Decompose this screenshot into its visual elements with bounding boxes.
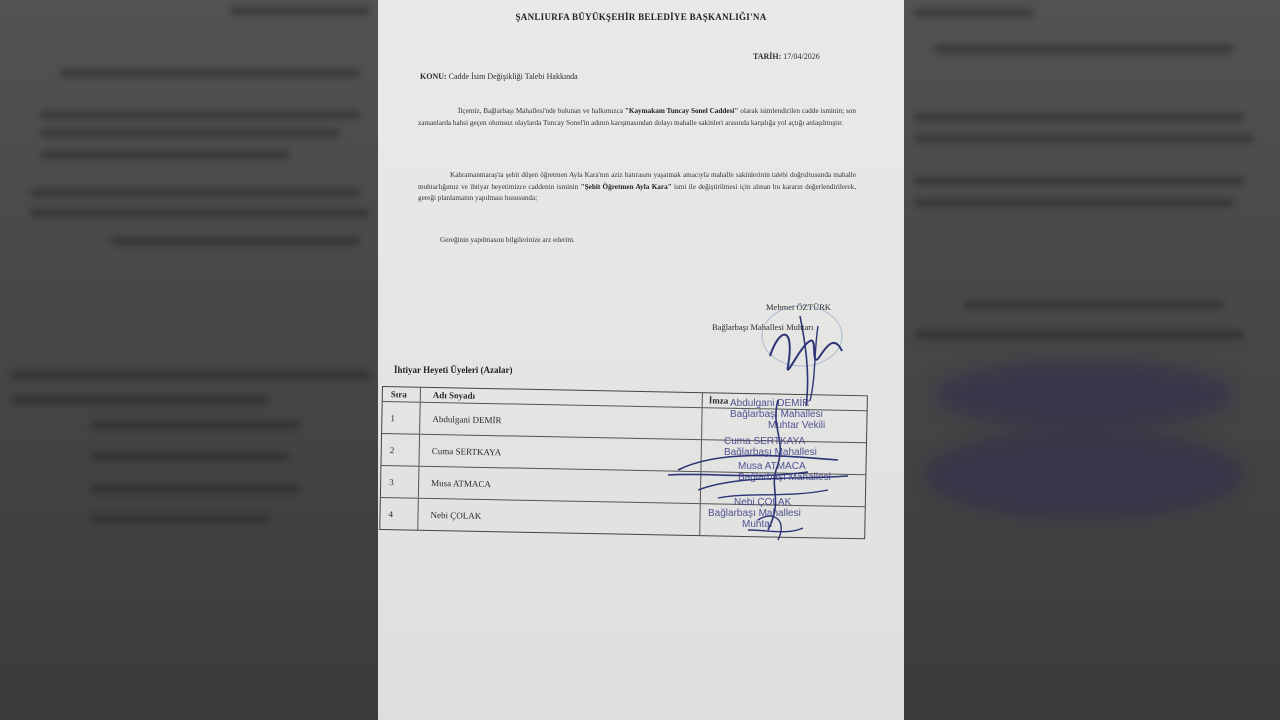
signer-name: Mehmet ÖZTÜRK [766,302,831,312]
member-name: Abdulgani DEMİR [420,403,703,439]
stamp-3-neighborhood: Bağlarbaşı Mahallesi [738,472,831,483]
stamp-4-neighborhood: Bağlarbaşı Mahallesi [708,508,801,519]
paragraph-2-text-b: ismi ile değiştirilmesi için alınan bu kararın değerlendirilerek, gereği planlamanın yapılması hususunda; [418,182,856,202]
paragraph-1-text-b: olarak isimlendirilen cadde isminin; son zamanlarda bahsi geçen olumsuz olaylarda Tuncay Sonel'in adının karışmasından dolayı mahalle sakinleri arasında karşılığa yol açtığı anlaşılmıştır. [418,107,856,127]
subject-label: KONU: [420,72,447,81]
header-signature: İmza [708,395,729,406]
letter-subject [420,72,578,81]
paragraph-2-new-name: "Şehit Öğretmen Ayla Kara" [580,182,672,191]
member-name: Nebi ÇOLAK [418,499,701,535]
letter-recipient-heading: ŞANLIURFA BÜYÜKŞEHİR BELEDİYE BAŞKANLIĞI'NA [515,12,767,22]
letter-paragraph-2 [418,170,856,205]
date-label: TARİH: [753,52,782,61]
blurred-background-right [904,0,1280,720]
row-number: 4 [380,498,419,530]
stamp-2-name: Cuma SERTKAYA [724,436,806,447]
letter-closing: Gereğinin yapılmasını bilgilerinize arz ederim. [440,236,575,244]
stamp-1-neighborhood: Bağlarbaşı Mahallesi [730,409,823,420]
letter-paragraph-1 [418,106,856,129]
member-name: Musa ATMACA [419,467,702,503]
official-letter-document [378,0,904,720]
member-signatures [658,380,858,550]
header-name: Adı Soyadı [421,388,703,407]
stamp-1-role: Muhtar Vekili [768,420,826,431]
letter-date [753,52,820,61]
council-members-title: İhtiyar Heyeti Üyeleri (Azalar) [394,365,513,375]
row-number: 1 [382,402,421,434]
blurred-background-left [0,0,378,720]
stamp-1-name: Abdulgani DEMİR [730,398,810,409]
subject-value: Cadde İsim Değişikliği Talebi Hakkında [448,72,578,81]
stamp-2-neighborhood: Bağlarbaşı Mahallesi [724,447,817,458]
stamp-4-name: Nebi ÇOLAK [734,497,792,508]
stamp-4-role: Muhtar [742,519,774,530]
paragraph-1-text-a: İlçemiz, Bağlarbaşı Mahallesi'nde bulunan ve halkımızca [458,107,625,115]
stamp-3-name: Musa ATMACA [738,461,806,472]
signer-title: Bağlarbaşı Mahallesi Muhtarı [712,322,814,332]
row-number: 3 [381,466,420,498]
member-name: Cuma SERTKAYA [419,435,702,471]
paragraph-1-street-name: "Kaymakam Tuncay Sonel Caddesi" [624,107,739,115]
header-no: Sıra [383,387,421,402]
row-number: 2 [381,434,420,466]
paragraph-2-text-a: Kahramanmaraş'ta şehit düşen öğretmen Ayla Kara'nın aziz hatırasını yaşatmak amacıyla mahalle sakinlerinin talebi doğrultusunda mahalle muhtarlığımız ve ihtiyar heyetimizce caddenin isminin [418,171,856,191]
date-value: 17/04/2026 [783,52,820,61]
